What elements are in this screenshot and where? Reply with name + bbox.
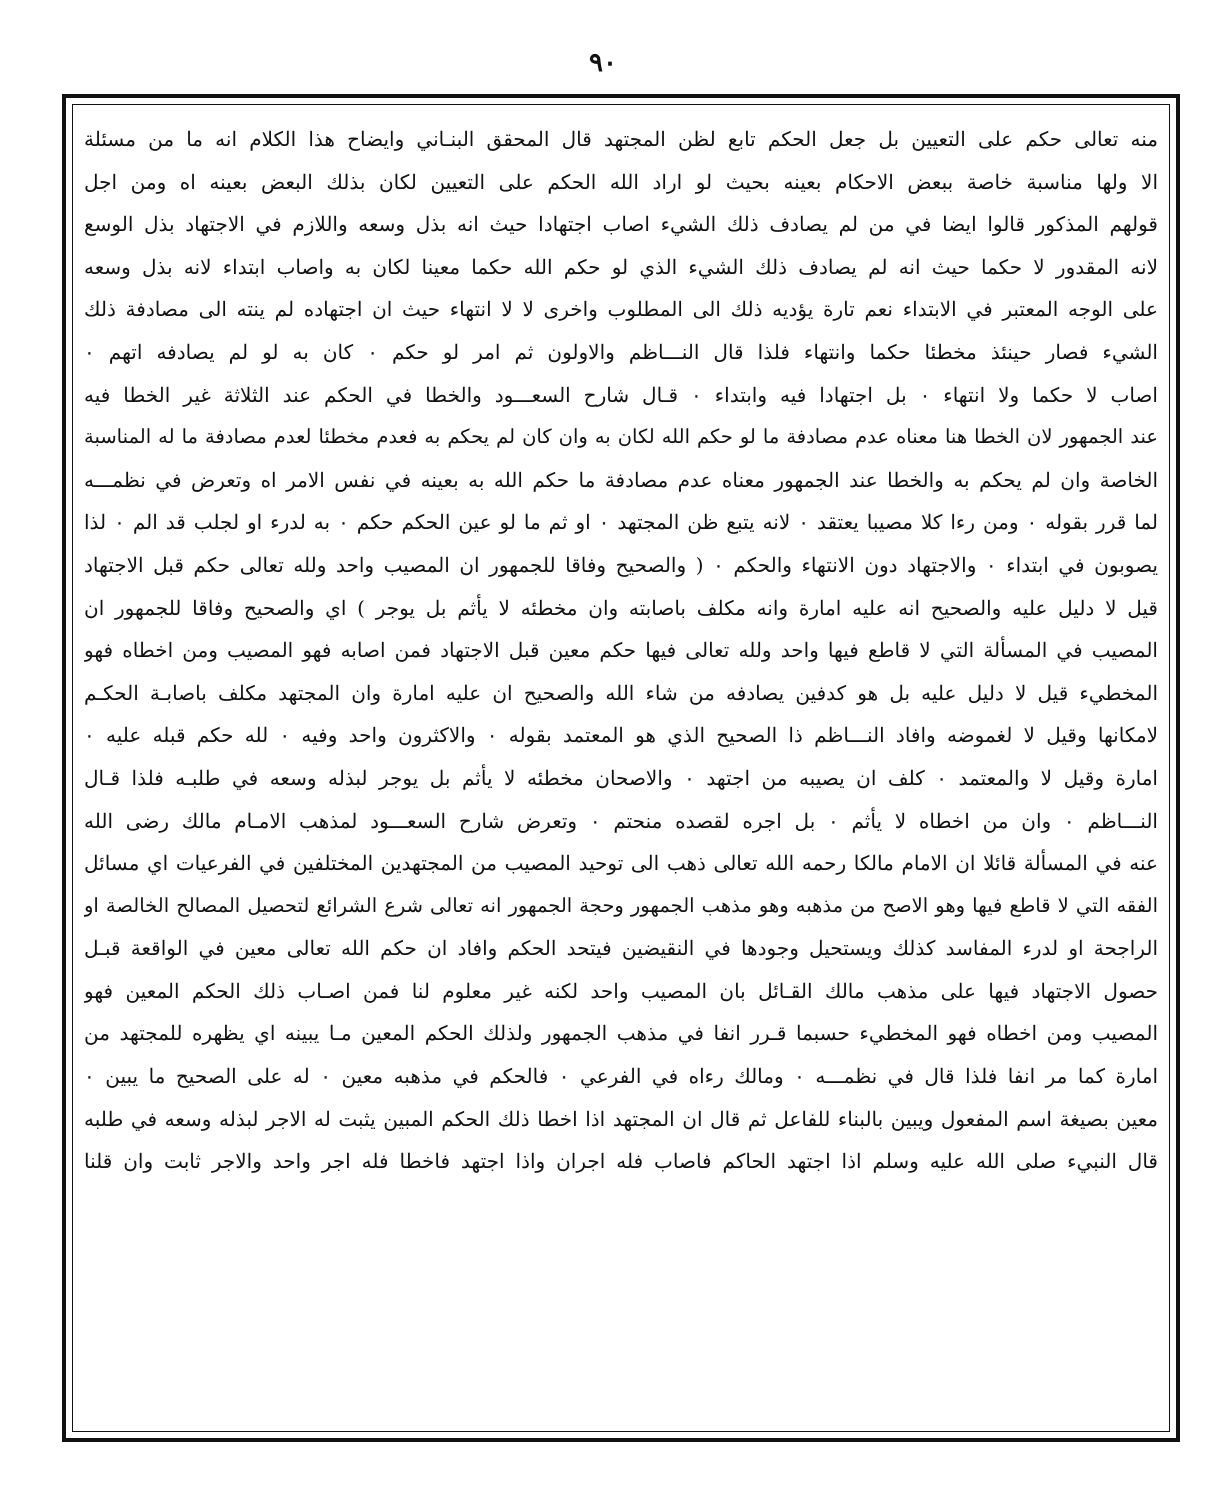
text-line: قال النبيء صلى الله عليه وسلم اذا اجتهد الحاكم فاصاب فله اجران واذا اجتهد فاخطا فله اجر واحد والاجر ثابت وان قلنا xyxy=(84,1149,1158,1174)
text-line: منه تعالى حكم على التعيين بل جعل الحكم تابع لظن المجتهد قال المحقق البنـاني وايضاح هذا الكلام انه ما من مسئلة xyxy=(84,127,1158,151)
page-number: ٩٠ xyxy=(589,48,617,78)
text-line: الشيء فصار حينئذ مخطئا حكما وانتهاء فلذا قال النـــاظم والاولون ثم امر لو حكم ٠ كان به لو لم يصادفه اتهم ٠ xyxy=(84,339,1158,364)
text-line: عنه في المسألة قائلا ان الامام مالكا رحمه الله تعالى ذهب الى توحيد المصيب من المجتهدين المختلفين في الفرعيات اي مسائل xyxy=(84,851,1158,876)
text-line: لامكانها وقيل لا لغموضه وافاد النـــاظم ذا الصحيح الذي هو المعتمد بقوله ٠ والاكثرون واحد وفيه ٠ لله حكم قبله عليه ٠ xyxy=(84,723,1158,748)
text-line: لانه المقدور لا حكما حيث انه لم يصادف ذلك الشيء الذي لو حكم الله حكما معينا لكان به واصاب ابتداء لانه بذل وسعه xyxy=(84,254,1158,279)
text-line: حصول الاجتهاد فيها على مذهب مالك القـائل بان المصيب واحد لكنه غير معلوم لنا فمن اصـاب ذلك الحكم المعين فهو xyxy=(84,978,1158,1003)
text-line: على الوجه المعتبر في الابتداء نعم تارة يؤديه ذلك الى المطلوب واخرى لا لا انتهاء حيث ان اجتهاده لم ينته الى مصادفة ذلك xyxy=(84,297,1158,322)
text-line: المصيب ومن اخطاه فهو المخطيء حسبما قـرر انفا في مذهب الجمهور ولذلك الحكم المعين مـا يبينه اي يظهره للمجتهد من xyxy=(84,1021,1158,1046)
text-line: قولهم المذكور قالوا ايضا في من لم يصادف ذلك الشيء اصاب اجتهادا حيث انه بذل وسعه واللازم في الاجتهاد بذل الوسع xyxy=(84,212,1158,237)
text-line: امارة كما مر انفا فلذا قال في نظمـــه ٠ ومالك رءاه في الفرعي ٠ فالحكم في مذهبه معين ٠ له على الصحيح ما يبين ٠ xyxy=(84,1064,1158,1089)
text-line: امارة وقيل لا والمعتمد ٠ كلف ان يصيبه من اجتهد ٠ والاصحان مخطئه لا يأثم بل يوجر لبذله وسعه في طلبـه فلذا قـال xyxy=(84,765,1158,790)
text-line: المصيب في المسألة التي لا قاطع فيها واحد ولله تعالى فيها حكم معين قبل الاجتهاد فمن اصابه فهو المصيب ومن اخطاه فهو xyxy=(84,638,1158,663)
text-line: يصوبون في ابتداء ٠ والاجتهاد دون الانتهاء والحكم ٠ ( والصحيح وفاقا للجمهور ان المصيب واحد ولله تعالى حكم قبل الاجتهاد xyxy=(84,552,1158,577)
text-line: النـــاظم ٠ وان من اخطاه لا يأثم ٠ بل اجره لقصده منحتم ٠ وتعرض شارح السعـــود لمذهب الامـام مالك رضى الله xyxy=(84,808,1158,833)
text-body xyxy=(84,118,1158,1183)
text-line: الا ولها مناسبة خاصة ببعض الاحكام بعينه بحيث لو اراد الله الحكم على التعيين لكان بذلك البعض بعينه اه ومن اجل xyxy=(84,169,1158,194)
text-line: الخاصة وان لم يحكم به والخطا عند الجمهور معناه عدم مصادفة ما حكم الله به بعينه في نفس الامر اه وتعرض في نظمـــه xyxy=(84,467,1158,492)
text-line: المخطيء قيل لا دليل عليه بل هو كدفين يصادفه من شاء الله والصحيح ان عليه امارة وان المجتهد مكلف باصابـة الحكـم xyxy=(84,680,1158,705)
text-line: معين بصيغة اسم المفعول ويبين بالبناء للفاعل ثم قال ان المجتهد اذا اخطا ذلك الحكم المبين يثبت له الاجر لبذله وسعه في طلبه xyxy=(84,1106,1158,1131)
text-line: الراجحة او لدرء المفاسد كذلك ويستحيل وجودها في النقيضين فيتحد الحكم وافاد ان حكم الله تعالى معين في الواقعة قبـل xyxy=(84,936,1158,961)
text-line: لما قرر بقوله ٠ ومن رءا كلا مصيبا يعتقد ٠ لانه يتبع ظن المجتهد ٠ او ثم ما لو عين الحكم حكم ٠ به لدرء او لجلب قد الم ٠ لذا xyxy=(84,510,1158,535)
text-line: قيل لا دليل عليه والصحيح انه عليه امارة وانه مكلف باصابته وان مخطئه لا يأثم بل يوجر ) اي والصحيح وفاقا للجمهور ان xyxy=(84,595,1158,620)
text-line: الفقه التي لا قاطع فيها وهو الاصح من مذهبه وهو مذهب الجمهور وحجة الجمهور انه تعالى شرع الشرائع لتحصيل المصالح الخالصة او xyxy=(84,893,1158,917)
text-line: عند الجمهور لان الخطا هنا معناه عدم مصادفة ما لو حكم الله لكان به وان كان لم يحكم به فعدم مخطئا لعدم مصادفة ما له المناسبة xyxy=(84,425,1158,449)
text-line: اصاب لا حكما ولا انتهاء ٠ بل اجتهادا فيه وابتداء ٠ قـال شارح السعـــود والخطا في الحكم عند الثلاثة غير الخطا فيه xyxy=(84,382,1158,407)
